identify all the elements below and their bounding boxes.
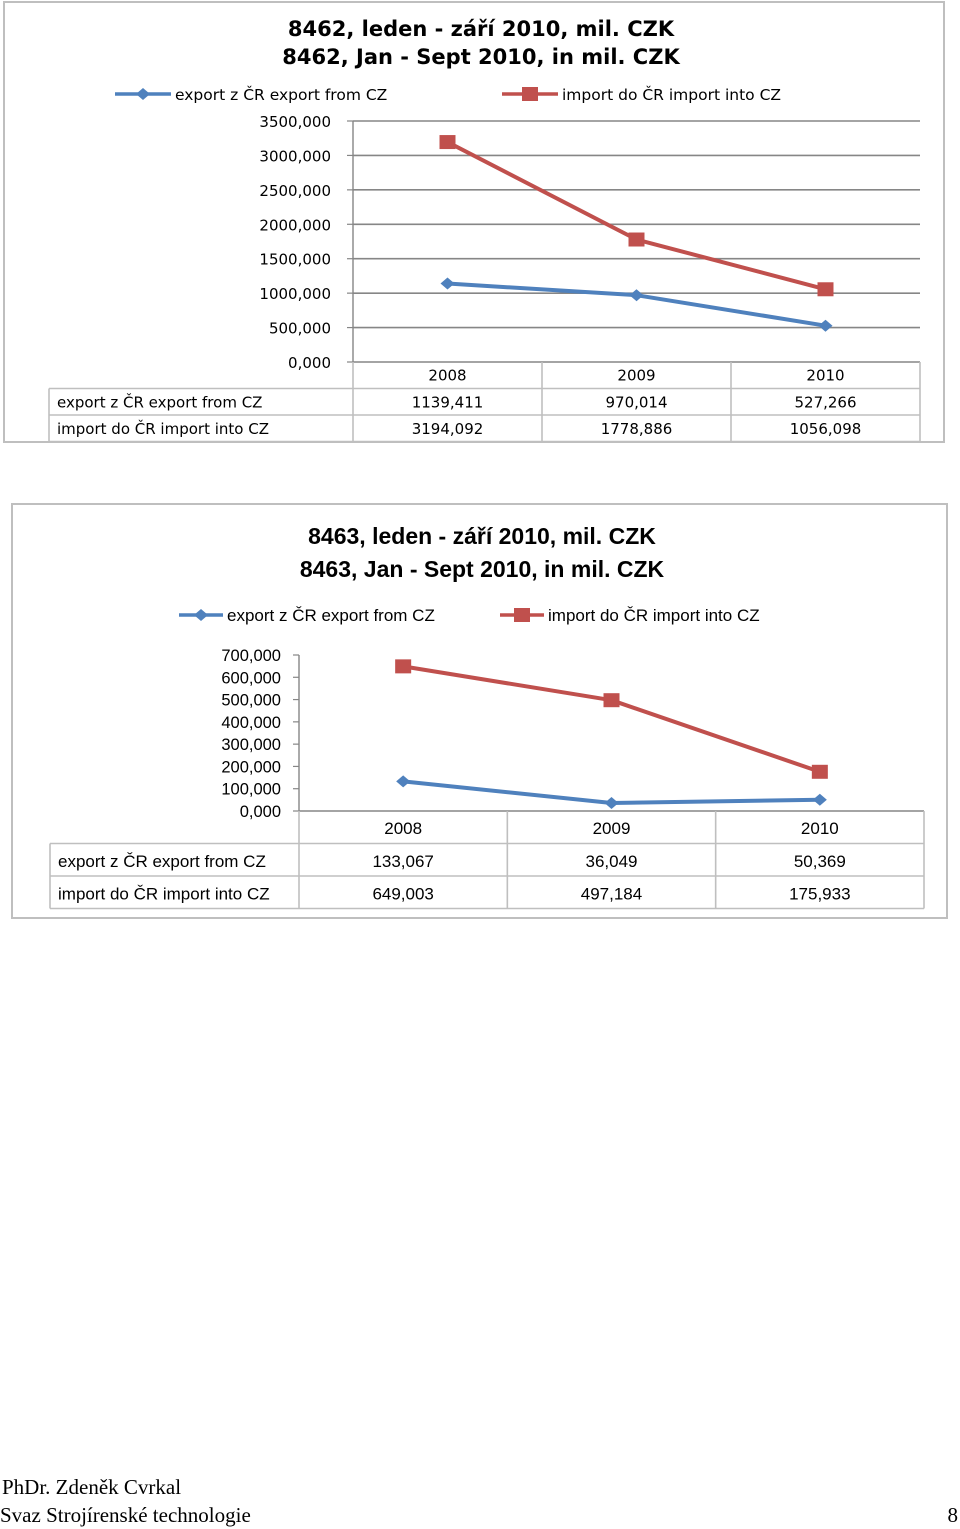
data-label: 175,933 [789, 884, 851, 904]
footer-page-number: 8 [947, 1503, 958, 1527]
table-row-label-1: export z ČR export from CZ [58, 851, 266, 871]
data-label: 1778,886 [600, 420, 673, 439]
y-tick-label: 200,000 [221, 758, 281, 777]
y-tick-label: 2500,000 [259, 181, 331, 200]
chart-title-line-1: 8462, leden - září 2010, mil. CZK [287, 17, 675, 41]
table-row-label-1: export z ČR export from CZ [57, 393, 263, 412]
legend-label-1: export z ČR export from CZ [175, 86, 388, 104]
data-point [813, 794, 827, 806]
data-point [812, 765, 828, 779]
y-tick-label: 700,000 [221, 647, 281, 665]
chart-title-line-1: 8463, leden - září 2010, mil. CZK [308, 523, 656, 549]
y-tick-label: 500,000 [268, 319, 331, 338]
footer-organization: Svaz Strojírenské technologie [0, 1503, 251, 1527]
data-label: 1139,411 [411, 393, 484, 412]
y-tick-label: 0,000 [288, 354, 331, 372]
y-tick-label: 100,000 [221, 780, 281, 799]
legend-label-2: import do ČR import into CZ [548, 606, 760, 625]
legend-marker-2 [522, 87, 538, 101]
data-point [604, 693, 620, 707]
chart-8462 [3, 1, 945, 443]
y-tick-label: 3000,000 [259, 147, 331, 166]
series-line-2 [448, 142, 826, 289]
data-label: 3194,092 [411, 420, 484, 439]
category-label: 2010 [806, 366, 845, 385]
legend-marker-1 [136, 88, 150, 100]
y-tick-label: 1000,000 [259, 285, 331, 304]
y-tick-label: 300,000 [221, 736, 281, 755]
data-point [395, 659, 411, 673]
series-line-2 [403, 666, 820, 771]
y-tick-label: 3500,000 [259, 113, 331, 131]
data-label: 50,369 [793, 851, 846, 871]
data-point [819, 320, 833, 332]
data-point [440, 135, 456, 149]
data-label: 970,014 [605, 393, 668, 412]
category-label: 2009 [592, 818, 631, 838]
data-label: 133,067 [372, 851, 434, 871]
data-label: 1056,098 [789, 420, 862, 439]
category-label: 2009 [617, 366, 656, 385]
table-row-label-2: import do ČR import into CZ [58, 884, 270, 904]
category-label: 2008 [428, 366, 467, 385]
chart-title-line-2: 8462, Jan - Sept 2010, in mil. CZK [282, 45, 680, 69]
y-tick-label: 0,000 [239, 803, 281, 821]
data-point [818, 282, 834, 296]
data-point [605, 797, 619, 809]
chart-8462-svg [5, 3, 947, 445]
chart-8463 [11, 503, 948, 919]
category-label: 2008 [384, 818, 423, 838]
data-point [630, 289, 644, 301]
legend-marker-2 [514, 608, 530, 622]
y-tick-label: 500,000 [221, 691, 281, 710]
y-tick-label: 1500,000 [259, 250, 331, 269]
chart-title-line-2: 8463, Jan - Sept 2010, in mil. CZK [299, 556, 665, 582]
data-point [441, 278, 455, 290]
legend-label-2: import do ČR import into CZ [562, 86, 782, 104]
data-point [629, 233, 645, 247]
y-tick-label: 400,000 [221, 713, 281, 732]
footer-author: PhDr. Zdeněk Cvrkal [2, 1475, 182, 1499]
data-label: 497,184 [580, 884, 643, 904]
data-label: 649,003 [372, 884, 434, 904]
y-tick-label: 600,000 [221, 669, 281, 688]
data-label: 527,266 [794, 393, 857, 412]
legend-marker-1 [194, 609, 208, 621]
data-label: 36,049 [585, 851, 638, 871]
table-row-label-2: import do ČR import into CZ [57, 420, 269, 439]
data-point [396, 775, 410, 787]
chart-8463-svg [13, 505, 950, 921]
category-label: 2010 [800, 818, 839, 838]
y-tick-label: 2000,000 [259, 216, 331, 235]
legend-label-1: export z ČR export from CZ [227, 606, 435, 625]
